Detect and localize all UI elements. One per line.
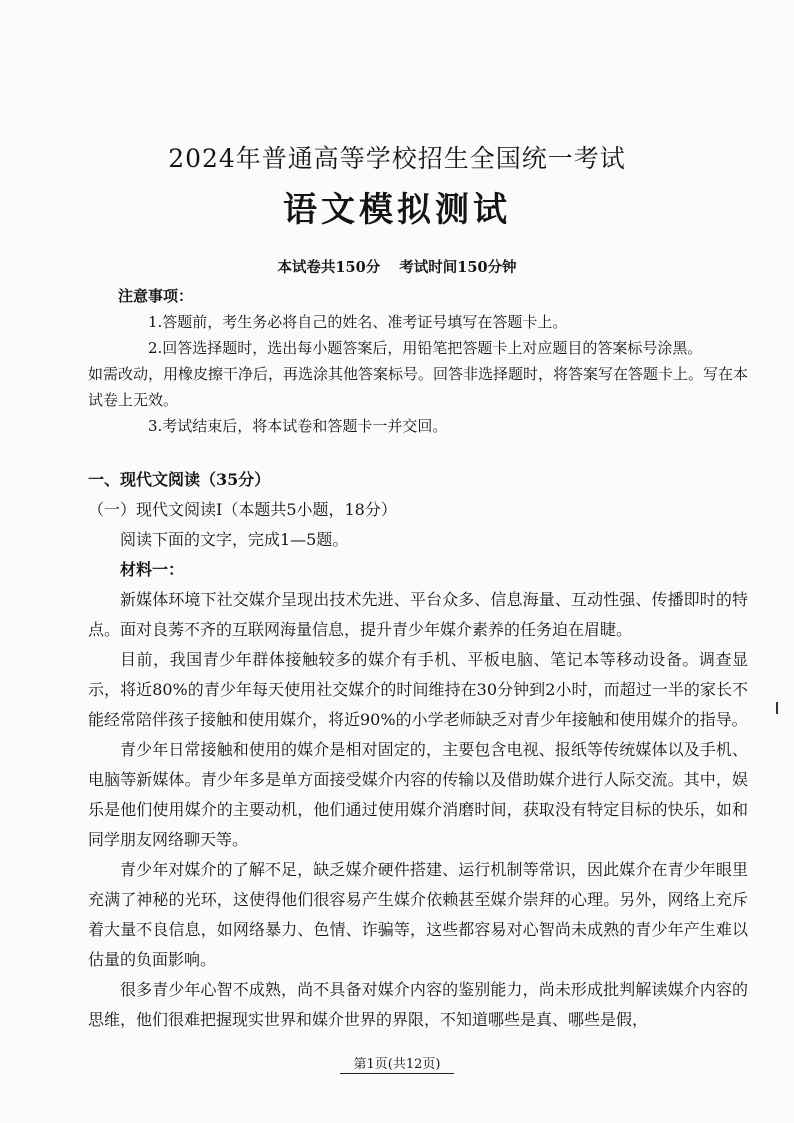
instruction-text: 阅读下面的文字，完成1—5题。 [120, 530, 349, 549]
exam-info [0, 257, 794, 279]
reading-section [88, 465, 748, 1035]
paragraph: 新媒体环境下社交媒介呈现出技术先进、平台众多、信息海量、互动性强、传播即时的特点。面对良莠不齐的互联网海量信息，提升青少年媒介素养的任务迫在眉睫。 [88, 590, 748, 639]
exam-title: 2024年普通高等学校招生全国统一考试 [168, 144, 626, 173]
time-info: 考试时间150分钟 [399, 259, 517, 276]
score-info: 本试卷共150分 [277, 259, 381, 276]
paragraph: 很多青少年心智不成熟，尚不具备对媒介内容的鉴别能力，尚未形成批判解读媒介内容的思维，他们很难把握现实世界和媒介世界的界限，不知道哪些是真、哪些是假， [88, 980, 748, 1029]
notice-block [88, 283, 748, 439]
paragraph: 目前，我国青少年群体接触较多的媒介有手机、平板电脑、笔记本等移动设备。调查显示，将近80%的青少年每天使用社交媒介的时间维持在30分钟到2小时，而超过一半的家长不能经常陪伴孩子接触和使用媒介，将近90%的小学老师缺乏对青少年接触和使用媒介的指导。 [88, 650, 748, 729]
sub-section-heading: （一）现代文阅读Ⅰ（本题共5小题，18分） [88, 500, 397, 519]
exam-subtitle: 语文模拟测试 [283, 190, 511, 230]
paragraph: 青少年对媒介的了解不足，缺乏媒介硬件搭建、运行机制等常识，因此媒介在青少年眼里充满了神秘的光环，这使得他们很容易产生媒介依赖甚至媒介崇拜的心理。另外，网络上充斥着大量不良信息，如网络暴力、色情、诈骗等，这些都容易对心智尚未成熟的青少年产生难以估量的负面影响。 [88, 860, 748, 969]
paragraph: 青少年日常接触和使用的媒介是相对固定的，主要包含电视、报纸等传统媒体以及手机、电脑等新媒体。青少年多是单方面接受媒介内容的传输以及借助媒介进行人际交流。其中，娱乐是他们使用媒介的主要动机，他们通过使用媒介消磨时间，获取没有特定目标的快乐，如和同学朋友网络聊天等。 [88, 740, 748, 849]
material-label: 材料一： [120, 560, 185, 579]
page-number: 第1页(共12页) [340, 1057, 455, 1074]
section-heading: 一、现代文阅读（35分） [88, 470, 271, 489]
margin-mark [776, 702, 778, 714]
notice-item: 2.回答选择题时，选出每小题答案后，用铅笔把答题卡上对应题目的答案标号涂黑。 [148, 339, 703, 357]
notice-title: 注意事项： [118, 287, 194, 305]
notice-item: 如需改动，用橡皮擦干净后，再选涂其他答案标号。回答非选择题时，将答案写在答题卡上。写在本试卷上无效。 [88, 365, 749, 409]
page-footer [0, 1055, 794, 1075]
notice-item: 3.考试结束后，将本试卷和答题卡一并交回。 [148, 417, 448, 435]
notice-item: 1.答题前，考生务必将自己的姓名、准考证号填写在答题卡上。 [148, 313, 568, 331]
